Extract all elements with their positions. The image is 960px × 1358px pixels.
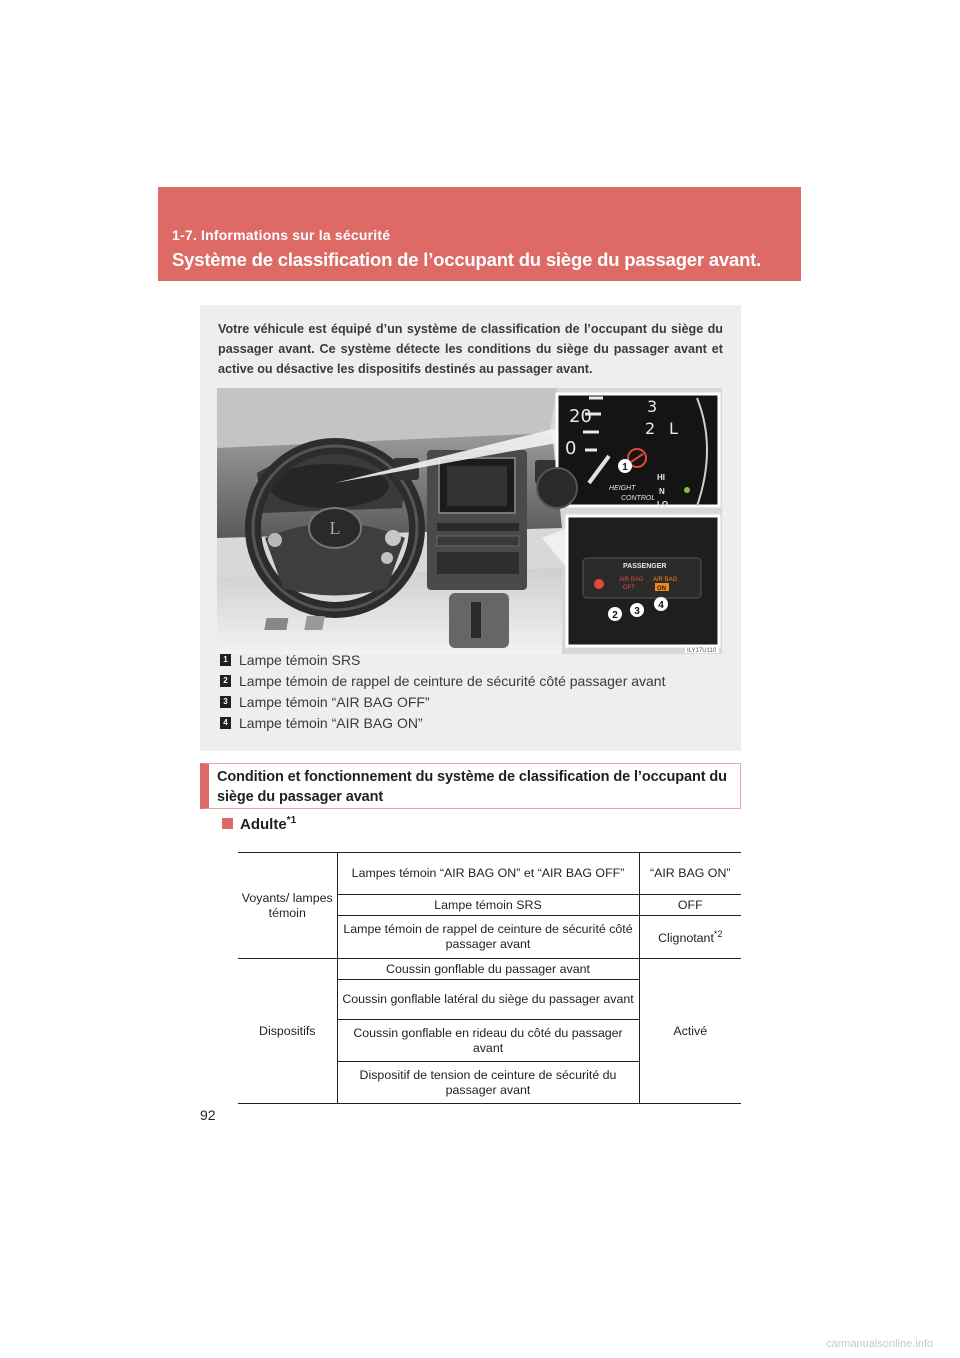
intro-box: [200, 305, 741, 751]
passenger-label: PASSENGER: [623, 563, 667, 570]
square-bullet-icon: [222, 818, 233, 829]
watermark: carmanualsonline.info: [826, 1338, 934, 1350]
table-group-label: Dispositifs: [238, 959, 337, 1104]
callout-4: 4: [658, 600, 664, 611]
dashboard-figure: [217, 388, 722, 654]
legend-text: Lampe témoin de rappel de ceinture de sécurité côté passager avant: [239, 673, 666, 689]
legend-text: Lampe témoin “AIR BAG OFF”: [239, 694, 430, 710]
table-cell: Coussin gonflable du passager avant: [337, 959, 639, 980]
dashboard-illustration: [217, 388, 722, 654]
table-cell: Dispositif de tension de ceinture de sécurité du passager avant: [337, 1062, 639, 1104]
legend-number: 4: [220, 717, 231, 729]
airbag-off-label-2: OFF: [623, 585, 635, 591]
legend-number: 1: [220, 654, 231, 666]
table-group-label: Voyants/ lampes témoin: [238, 853, 337, 959]
page-title: Système de classification de l’occupant du siège du passager avant.: [172, 249, 762, 270]
gauge-label-l: L: [669, 419, 678, 438]
passenger-panel-inset: [567, 516, 719, 646]
callout-1: 1: [622, 462, 628, 473]
adult-subheading: [222, 815, 296, 833]
legend-text: Lampe témoin SRS: [239, 652, 361, 668]
condition-heading: Condition et fonctionnement du système de classification de l’occupant du siège du passager avant: [217, 769, 727, 805]
height-hi-label: HI: [657, 473, 665, 482]
adult-subheading-text: Adulte: [240, 816, 287, 833]
height-control-label-1: HEIGHT: [609, 485, 636, 492]
gauge-num-3: 3: [647, 397, 658, 416]
occupant-classification-table: [238, 852, 741, 1104]
legend-number: 2: [220, 675, 231, 687]
gauge-inset: [537, 394, 719, 509]
height-indicator-light: [684, 487, 690, 493]
gauge-num-0: 0: [565, 438, 577, 459]
section-label: 1-7. Informations sur la sécurité: [172, 227, 391, 243]
height-lo-label: LO: [657, 500, 669, 509]
gauge-num-2: 2: [645, 419, 656, 438]
callout-2: 2: [612, 610, 618, 621]
legend-number: 3: [220, 696, 231, 708]
gauge-num-20: 20: [569, 406, 592, 427]
intro-text: Votre véhicule est équipé d’un système de classification de l’occupant du siège du passager avant. Ce système détecte les conditions du siège du passager avant et active ou désactive les dispositifs destinés au passager avant.: [218, 322, 723, 376]
table-cell: Coussin gonflable en rideau du côté du passager avant: [337, 1020, 639, 1062]
table-cell: “AIR BAG ON”: [639, 853, 741, 895]
section-header: [158, 187, 801, 281]
seatbelt-reminder-icon: [594, 579, 604, 589]
table-cell: Lampe témoin SRS: [337, 895, 639, 916]
adult-footnote-ref: *1: [286, 815, 297, 826]
airbag-on-label-1: AIR BAG: [653, 577, 678, 583]
svg-text:L: L: [329, 518, 341, 538]
table-cell: OFF: [639, 895, 741, 916]
legend-text: Lampe témoin “AIR BAG ON”: [239, 715, 423, 731]
callout-3: 3: [634, 606, 640, 617]
table-cell: Coussin gonflable latéral du siège du passager avant: [337, 980, 639, 1020]
page-number: 92: [200, 1107, 216, 1123]
table-cell: Lampes témoin “AIR BAG ON” et “AIR BAG OFF”: [337, 853, 639, 895]
table-cell: Lampe témoin de rappel de ceinture de sécurité côté passager avant: [337, 916, 639, 959]
footnote-ref: *2: [713, 929, 723, 940]
airbag-on-label-2: ON: [657, 586, 666, 592]
blinking-value: Clignotant: [658, 931, 714, 946]
height-n-label: N: [659, 487, 665, 496]
table-cell: [639, 916, 741, 959]
airbag-off-label-1: AIR BAG: [619, 577, 644, 583]
figure-code: ILY17U110: [687, 648, 717, 654]
table-cell: Activé: [639, 959, 741, 1104]
height-control-label-2: CONTROL: [621, 495, 656, 502]
condition-heading-box: [200, 763, 741, 809]
